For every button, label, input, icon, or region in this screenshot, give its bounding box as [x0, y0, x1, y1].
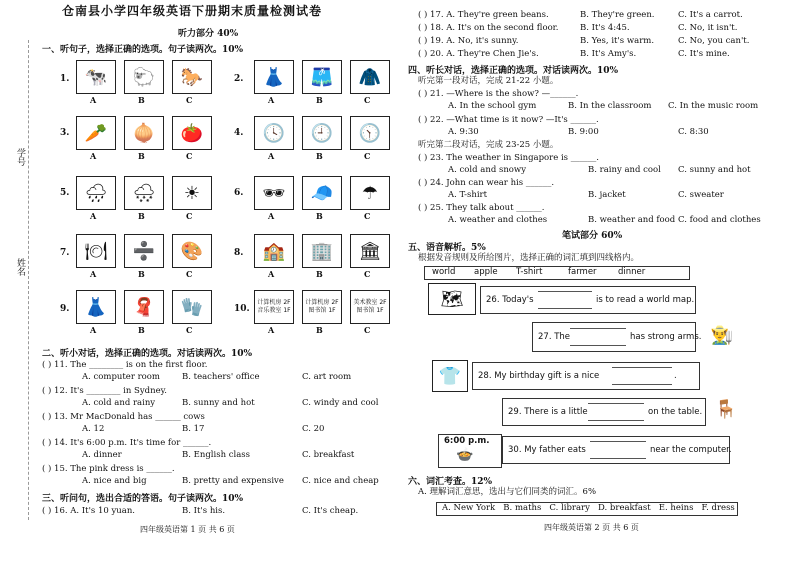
q19-option-c[interactable]: C. No, you can't.	[678, 36, 750, 46]
binding-line	[28, 40, 29, 520]
q23-stem: ( ) 23. The weather in Singapore is ______.	[418, 153, 599, 163]
option-label-a: A	[268, 151, 275, 161]
q20-option-c[interactable]: C. It's mine.	[678, 49, 730, 59]
option-label-b: B	[316, 95, 323, 105]
sign-option-b[interactable]	[302, 290, 342, 324]
option-label-b: B	[316, 211, 323, 221]
sign-option-a[interactable]	[254, 290, 294, 324]
option-label-a: A	[268, 211, 275, 221]
sign-c-line1: 美术教室 2F	[353, 299, 387, 306]
sentence30-blank[interactable]	[590, 441, 646, 459]
q15-stem: ( ) 15. The pink dress is ______.	[42, 464, 175, 474]
option-label-a: A	[90, 95, 97, 105]
q25-option-b[interactable]: B. weather and food	[588, 215, 676, 225]
q14-option-b[interactable]: B. English class	[182, 450, 251, 460]
option-label-c: C	[364, 325, 371, 335]
q21-option-a[interactable]: A. In the school gym	[448, 101, 537, 111]
option-label-c: C	[364, 269, 371, 279]
page1-footer: 四年级英语第 1 页 共 6 页	[140, 525, 235, 534]
option-label-b: B	[138, 151, 145, 161]
q12-option-b[interactable]: B. sunny and hot	[182, 398, 255, 408]
q13-stem: ( ) 13. Mr MacDonald has ______ cows	[42, 412, 205, 422]
word-world[interactable]: world	[432, 267, 456, 277]
q14-stem: ( ) 14. It's 6:00 p.m. It's time for ______.	[42, 438, 212, 448]
umbrella-icon[interactable]: ☂	[350, 176, 390, 210]
q17-option-c[interactable]: C. It's a carrot.	[678, 10, 743, 20]
section3-heading: 三、听问句，选出合适的答语。句子读两次。10%	[42, 494, 244, 504]
dress-icon[interactable]: 👗	[76, 290, 116, 324]
building-icon[interactable]: 🏫	[254, 234, 294, 268]
section6-options: A. New York B. maths C. library D. breakfast E. heins F. dress	[442, 503, 735, 513]
q6-number: 6.	[234, 188, 244, 198]
map-icon: 🗺	[428, 283, 476, 315]
q22-option-a[interactable]: A. 9:30	[448, 127, 479, 137]
tshirt-icon: 👕	[432, 360, 468, 392]
q24-option-a[interactable]: A. T-shirt	[448, 190, 488, 200]
q10-number: 10.	[234, 304, 250, 314]
side-label-name: 姓名	[15, 258, 25, 276]
q24-option-b[interactable]: B. jacket	[588, 190, 626, 200]
q12-option-c[interactable]: C. windy and cool	[302, 398, 379, 408]
section4-heading: 四、听长对话，选择正确的选项。对话读两次。10%	[408, 66, 619, 76]
sunglasses-icon[interactable]: 🕶	[254, 176, 294, 210]
math-board-icon[interactable]: ➗	[124, 234, 164, 268]
q21-stem: ( ) 21. —Where is the show? —______.	[418, 89, 579, 99]
sentence29-blank[interactable]	[588, 403, 644, 421]
q23-option-c[interactable]: C. sunny and hot	[678, 165, 751, 175]
q15-option-a[interactable]: A. nice and big	[82, 476, 147, 486]
q24-option-c[interactable]: C. sweater	[678, 190, 724, 200]
q15-option-b[interactable]: B. pretty and expensive	[182, 476, 284, 486]
q5-number: 5.	[60, 188, 70, 198]
q21-option-b[interactable]: B. In the classroom	[568, 101, 652, 111]
cow-icon[interactable]: 🐄	[76, 60, 116, 94]
q22-stem: ( ) 22. —What time is it now? —It's ______.	[418, 115, 599, 125]
sentence29-start: 29. There is a little	[508, 407, 588, 417]
word-apple[interactable]: apple	[474, 267, 498, 277]
q21-option-c[interactable]: C. In the music room	[668, 101, 759, 111]
snow-icon[interactable]: 🌨	[124, 176, 164, 210]
building-icon[interactable]: 🏛	[350, 234, 390, 268]
q25-stem: ( ) 25. They talk about ______.	[418, 203, 545, 213]
q13-option-b[interactable]: B. 17	[182, 424, 205, 434]
option-label-a: A	[268, 269, 275, 279]
option-label-a: A	[90, 211, 97, 221]
option-label-c: C	[364, 95, 371, 105]
q19-stem: ( ) 19. A. No, it's sunny.	[418, 36, 519, 46]
option-label-b: B	[316, 325, 323, 335]
sentence28-blank[interactable]	[612, 367, 672, 385]
sign-a-line2: 音乐教室 1F	[257, 307, 291, 314]
q9-number: 9.	[60, 304, 70, 314]
sheep-icon[interactable]: 🐑	[124, 60, 164, 94]
sign-option-c[interactable]	[350, 290, 390, 324]
option-label-c: C	[364, 151, 371, 161]
boy-eating-icon[interactable]: 🍽	[76, 234, 116, 268]
q7-number: 7.	[60, 248, 70, 258]
gloves-icon[interactable]: 🧤	[172, 290, 212, 324]
q25-option-a[interactable]: A. weather and clothes	[448, 215, 548, 225]
clock-icon[interactable]: 🕥	[350, 116, 390, 150]
sweater-icon[interactable]: 🧥	[350, 60, 390, 94]
q23-option-b[interactable]: B. rainy and cool	[588, 165, 661, 175]
option-label-b: B	[138, 269, 145, 279]
sun-icon[interactable]: ☀	[172, 176, 212, 210]
option-label-b: B	[316, 269, 323, 279]
clock-icon[interactable]: 🕓	[254, 116, 294, 150]
q17-option-b[interactable]: B. They're green.	[580, 10, 655, 20]
option-label-c: C	[186, 151, 193, 161]
sign-b-line1: 计算机房 2F	[305, 299, 339, 306]
sentence28-start: 28. My birthday gift is a nice	[478, 371, 600, 381]
sentence28-end: .	[674, 371, 677, 381]
scarf-icon[interactable]: 🧣	[124, 290, 164, 324]
sign-a-line1: 计算机房 2F	[257, 299, 291, 306]
q18-stem: ( ) 18. A. It's on the second floor.	[418, 23, 559, 33]
section2-heading: 二、听小对话，选择正确的选项。对话读两次。10%	[42, 349, 253, 359]
q2-number: 2.	[234, 74, 244, 84]
q23-option-a[interactable]: A. cold and snowy	[448, 165, 526, 175]
option-label-a: A	[268, 95, 275, 105]
sentence27-blank[interactable]	[570, 328, 626, 346]
q18-option-c[interactable]: C. No, it isn't.	[678, 23, 738, 33]
q16-stem: ( ) 16. A. It's 10 yuan.	[42, 506, 136, 516]
option-label-a: A	[90, 325, 97, 335]
option-label-c: C	[186, 95, 193, 105]
table-icon: 🪑	[714, 398, 738, 420]
q24-stem: ( ) 24. John can wear his ______.	[418, 178, 555, 188]
word-tshirt[interactable]: T-shirt	[516, 267, 543, 277]
sign-c-line2: 图书馆 1F	[356, 307, 384, 314]
sentence26-blank[interactable]	[538, 291, 592, 309]
dinner-icon: 🍲	[456, 447, 474, 463]
option-label-a: A	[90, 151, 97, 161]
section6-heading: 六、词汇考查。12%	[408, 477, 493, 487]
sentence27-end: has strong arms.	[630, 332, 702, 342]
q22-option-c[interactable]: C. 8:30	[678, 127, 709, 137]
word-farmer[interactable]: farmer	[568, 267, 597, 277]
option-label-a: A	[268, 325, 275, 335]
q15-option-c[interactable]: C. nice and cheap	[302, 476, 379, 486]
word-bank	[424, 266, 690, 280]
option-label-c: C	[186, 269, 193, 279]
option-label-b: B	[316, 151, 323, 161]
exam-title: 仓南县小学四年级英语下册期末质量检测试卷	[62, 4, 323, 18]
sentence27-start: 27. The	[538, 332, 571, 342]
skirt-icon[interactable]: 👗	[254, 60, 294, 94]
side-label-id: 学号	[15, 148, 25, 166]
farmer-icon: 👨‍🌾	[710, 324, 734, 346]
q3-number: 3.	[60, 128, 70, 138]
q12-option-a[interactable]: A. cold and rainy	[82, 398, 156, 408]
q16-option-c[interactable]: C. It's cheap.	[302, 506, 359, 516]
word-dinner[interactable]: dinner	[618, 267, 646, 277]
q4-number: 4.	[234, 128, 244, 138]
section6-sub: A. 理解词汇意思，选出与它们同类的词汇。6%	[418, 487, 597, 497]
option-label-b: B	[138, 325, 145, 335]
shorts-icon[interactable]: 🩳	[302, 60, 342, 94]
onion-icon[interactable]: 🧅	[124, 116, 164, 150]
rain-icon[interactable]: 🌧	[76, 176, 116, 210]
q16-option-b[interactable]: B. It's his.	[182, 506, 226, 516]
q25-option-c[interactable]: C. food and clothes	[678, 215, 761, 225]
sentence26-start: 26. Today's	[486, 295, 534, 305]
q19-option-b[interactable]: B. Yes, it's warm.	[580, 36, 655, 46]
sentence30-start: 30. My father eats	[508, 445, 586, 455]
option-label-c: C	[364, 211, 371, 221]
q13-option-c[interactable]: C. 20	[302, 424, 325, 434]
sentence29-end: on the table.	[648, 407, 703, 417]
q18-option-b[interactable]: B. It's 4:45.	[580, 23, 630, 33]
q13-option-a[interactable]: A. 12	[82, 424, 105, 434]
dialogue2-intro: 听完第二段对话，完成 23-25 小题。	[418, 140, 559, 150]
horse-icon[interactable]: 🐎	[172, 60, 212, 94]
option-label-c: C	[186, 325, 193, 335]
writing-part-label: 笔试部分 60%	[562, 231, 623, 241]
option-label-b: B	[138, 95, 145, 105]
option-label-a: A	[90, 269, 97, 279]
option-label-c: C	[186, 211, 193, 221]
carrot-icon[interactable]: 🥕	[76, 116, 116, 150]
hat-icon[interactable]: 🧢	[302, 176, 342, 210]
q17-stem: ( ) 17. A. They're green beans.	[418, 10, 549, 20]
listening-part-label: 听力部分 40%	[178, 29, 239, 39]
page2-footer: 四年级英语第 2 页 共 6 页	[544, 523, 639, 532]
q11-stem: ( ) 11. The ________ is on the first floor.	[42, 360, 208, 370]
girl-art-icon[interactable]: 🎨	[172, 234, 212, 268]
q22-option-b[interactable]: B. 9:00	[568, 127, 599, 137]
option-label-b: B	[138, 211, 145, 221]
q8-number: 8.	[234, 248, 244, 258]
q11-option-a[interactable]: A. computer room	[82, 372, 160, 382]
dinner-time-label: 6:00 p.m.	[444, 436, 490, 446]
q20-stem: ( ) 20. A. They're Chen Jie's.	[418, 49, 539, 59]
tomato-icon[interactable]: 🍅	[172, 116, 212, 150]
q14-option-a[interactable]: A. dinner	[82, 450, 122, 460]
sentence26-end: is to read a world map.	[596, 295, 695, 305]
section5-instruction: 根据发音规则及所给图片，选择正确的词汇填到四线格内。	[418, 253, 640, 263]
q14-option-c[interactable]: C. breakfast	[302, 450, 355, 460]
dialogue1-intro: 听完第一段对话，完成 21-22 小题。	[418, 76, 559, 86]
sentence30-end: near the computer.	[650, 445, 732, 455]
clock-icon[interactable]: 🕘	[302, 116, 342, 150]
q12-stem: ( ) 12. It's ________ in Sydney.	[42, 386, 167, 396]
building-icon[interactable]: 🏢	[302, 234, 342, 268]
q1-number: 1.	[60, 74, 70, 84]
sign-b-line2: 图书馆 1F	[308, 307, 336, 314]
section1-heading: 一、听句子，选择正确的选项。句子读两次。10%	[42, 45, 244, 55]
q11-option-c[interactable]: C. art room	[302, 372, 352, 382]
section5-heading: 五、语音解析。5%	[408, 243, 486, 253]
q11-option-b[interactable]: B. teachers' office	[182, 372, 260, 382]
q20-option-b[interactable]: B. It's Amy's.	[580, 49, 637, 59]
